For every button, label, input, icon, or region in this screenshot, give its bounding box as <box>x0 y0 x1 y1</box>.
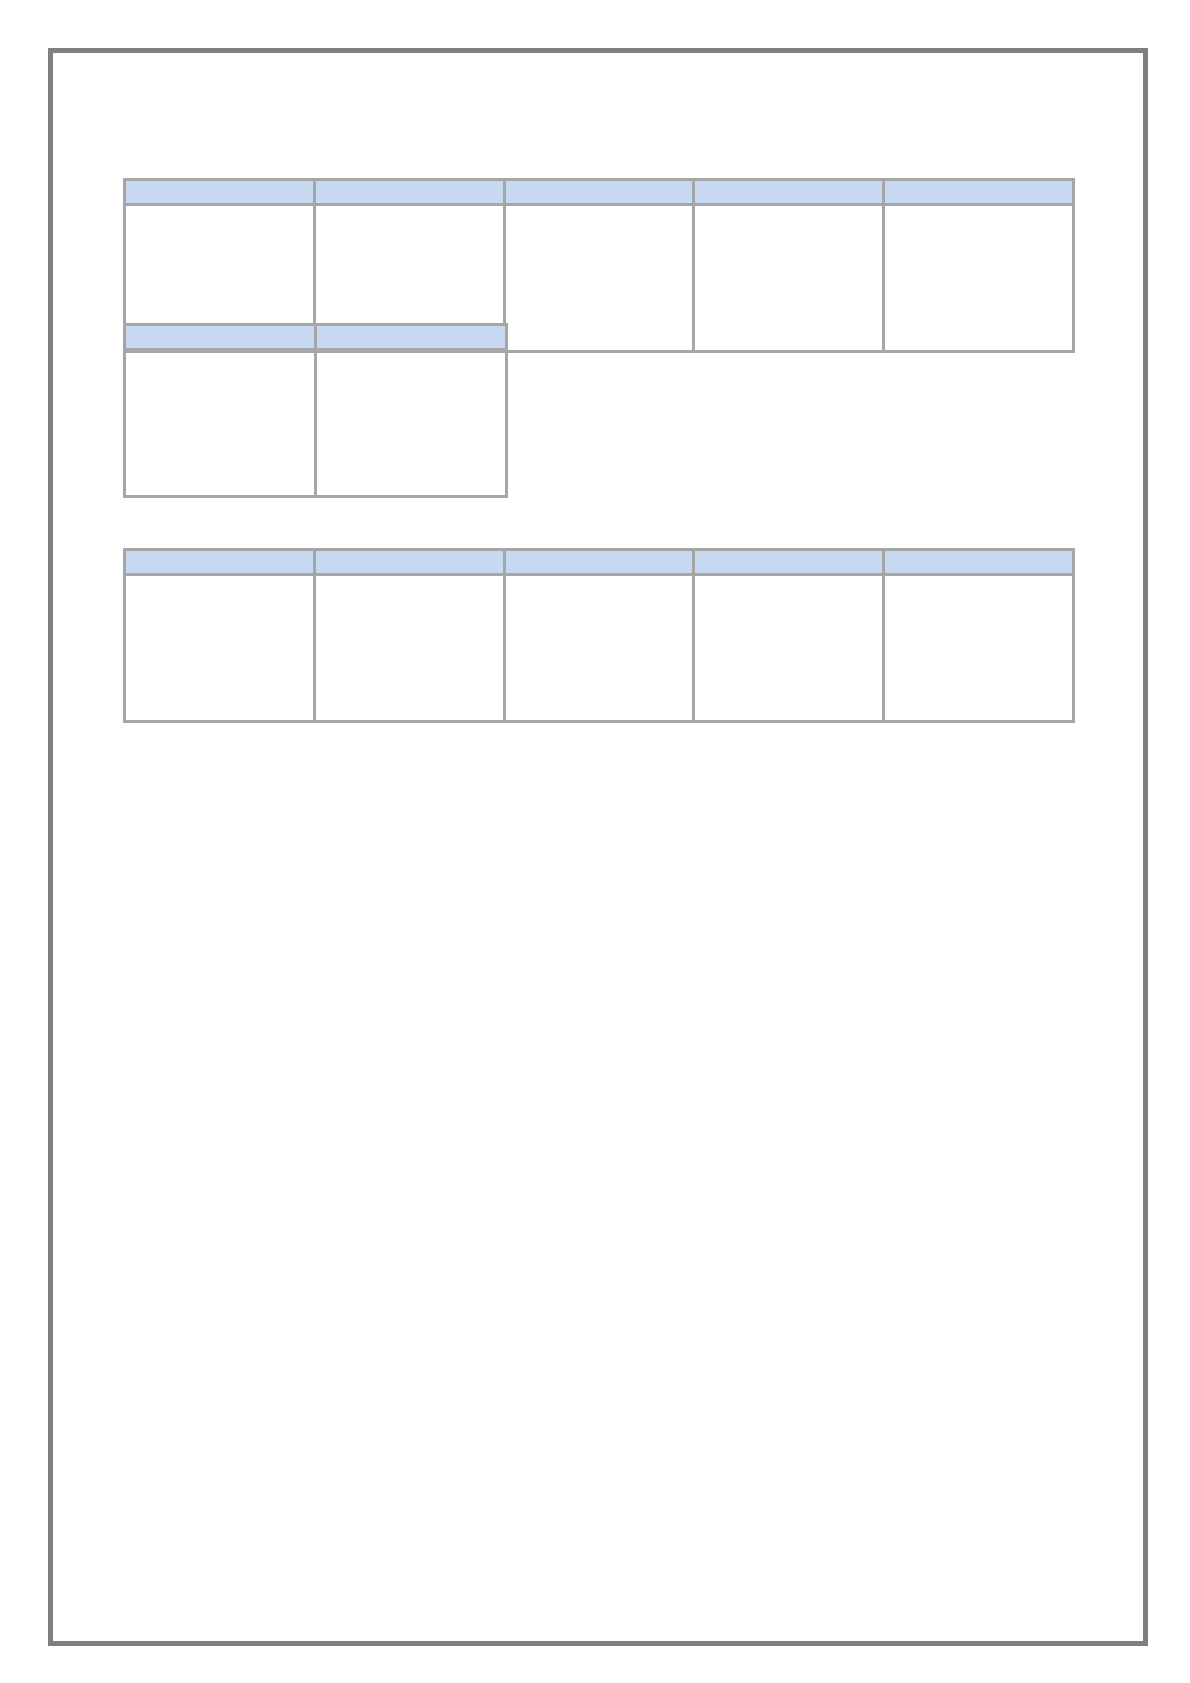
table-cell <box>504 205 694 231</box>
table-cell <box>125 600 315 624</box>
table-cell <box>504 600 694 624</box>
table-row <box>125 696 1074 722</box>
table-header-cell <box>314 180 504 205</box>
table-header-row <box>125 180 1074 205</box>
table-cell <box>504 254 694 278</box>
table-cell <box>884 205 1074 231</box>
table-cell <box>694 230 884 254</box>
table-header-cell <box>694 550 884 575</box>
table-cell <box>884 575 1074 601</box>
table-cell <box>694 696 884 722</box>
table-cell <box>504 648 694 672</box>
table-cell <box>694 254 884 278</box>
page-frame <box>48 48 1148 1646</box>
table-cell <box>694 672 884 696</box>
table-cell <box>504 672 694 696</box>
table-cell <box>314 254 504 278</box>
table-cell <box>884 648 1074 672</box>
section-1-table-2 <box>123 323 508 498</box>
table-cell <box>694 600 884 624</box>
table-cell <box>316 375 507 399</box>
table-cell <box>125 423 316 447</box>
table-cell <box>316 399 507 423</box>
table-cell <box>884 600 1074 624</box>
table-row <box>125 254 1074 278</box>
table-row <box>125 447 507 471</box>
table-cell <box>884 624 1074 648</box>
table-row <box>125 600 1074 624</box>
table-cell <box>314 624 504 648</box>
table-cell <box>504 326 694 352</box>
table-cell <box>314 648 504 672</box>
table-cell <box>884 278 1074 302</box>
table-cell <box>694 205 884 231</box>
table-cell <box>314 278 504 302</box>
table-cell <box>694 302 884 326</box>
table-cell <box>125 624 315 648</box>
table-cell <box>884 696 1074 722</box>
table-header-cell <box>884 180 1074 205</box>
table-cell <box>125 278 315 302</box>
table-row <box>125 648 1074 672</box>
table-row <box>125 278 1074 302</box>
table-cell <box>694 326 884 352</box>
table-cell <box>125 375 316 399</box>
table-row <box>125 624 1074 648</box>
table-cell <box>316 423 507 447</box>
table-cell <box>884 672 1074 696</box>
table-cell <box>125 350 316 376</box>
table-header-row <box>125 550 1074 575</box>
table-cell <box>504 575 694 601</box>
table-cell <box>125 447 316 471</box>
table-cell <box>314 205 504 231</box>
table-cell <box>125 399 316 423</box>
table-header-cell <box>694 180 884 205</box>
table-row <box>125 423 507 447</box>
table-cell <box>314 672 504 696</box>
table-header-cell <box>316 325 507 350</box>
table-cell <box>125 672 315 696</box>
table-cell <box>125 230 315 254</box>
table-cell <box>504 302 694 326</box>
table-cell <box>884 254 1074 278</box>
table-cell <box>504 696 694 722</box>
table-row <box>125 350 507 376</box>
table-header-cell <box>125 550 315 575</box>
table-cell <box>884 326 1074 352</box>
table-cell <box>694 575 884 601</box>
table-row <box>125 575 1074 601</box>
table-header-cell <box>314 550 504 575</box>
table-header-row <box>125 325 507 350</box>
table-cell <box>125 575 315 601</box>
section-2-table-1 <box>123 548 1075 723</box>
table-header-cell <box>884 550 1074 575</box>
table-row <box>125 399 507 423</box>
table-cell <box>884 302 1074 326</box>
table-row <box>125 230 1074 254</box>
table-cell <box>125 696 315 722</box>
table-cell <box>504 624 694 648</box>
table-cell <box>694 624 884 648</box>
table-cell <box>125 254 315 278</box>
table-cell <box>314 575 504 601</box>
table-cell <box>314 600 504 624</box>
table-cell <box>125 471 316 497</box>
table-header-cell <box>504 180 694 205</box>
table-cell <box>694 278 884 302</box>
table-row <box>125 375 507 399</box>
table-row <box>125 672 1074 696</box>
table-cell <box>316 350 507 376</box>
table-cell <box>316 471 507 497</box>
table-cell <box>504 278 694 302</box>
table-row <box>125 471 507 497</box>
table-cell <box>125 205 315 231</box>
table-cell <box>125 648 315 672</box>
table-header-cell <box>125 180 315 205</box>
table-cell <box>884 230 1074 254</box>
table-header-cell <box>125 325 316 350</box>
table-cell <box>504 230 694 254</box>
table-cell <box>316 447 507 471</box>
table-row <box>125 205 1074 231</box>
table-cell <box>314 230 504 254</box>
table-header-cell <box>504 550 694 575</box>
table-cell <box>694 648 884 672</box>
table-cell <box>314 696 504 722</box>
